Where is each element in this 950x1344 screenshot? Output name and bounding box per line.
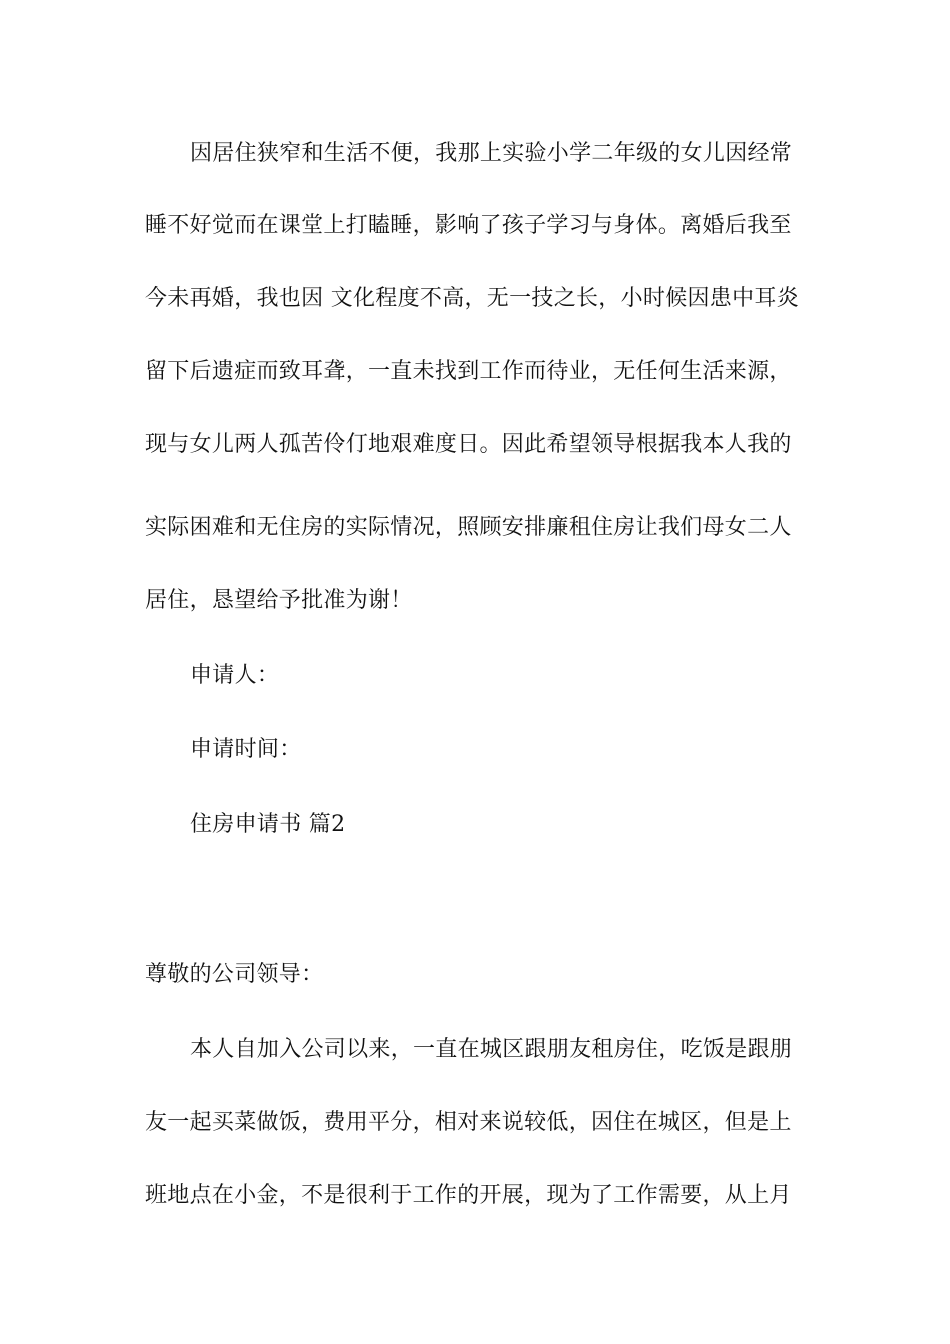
paragraph-1-line-1: 因居住狭窄和生活不便，我那上实验小学二年级的女儿因经常 (190, 141, 793, 166)
paragraph-1-line-2: 睡不好觉而在课堂上打瞌睡，影响了孩子学习与身体。离婚后我至 (145, 213, 792, 238)
application-date-label: 申请时间： (190, 737, 302, 762)
paragraph-1-line-3: 今未再婚，我也因 文化程度不高，无一技之长，小时候因患中耳炎 (145, 286, 799, 311)
paragraph-2-line-3: 班地点在小金，不是很利于工作的开展，现为了工作需要，从上月 (145, 1183, 792, 1208)
paragraph-2-line-2: 友一起买菜做饭，费用平分，相对来说较低，因住在城区，但是上 (145, 1110, 792, 1135)
applicant-label: 申请人： (190, 663, 280, 688)
salutation: 尊敬的公司领导： (145, 962, 324, 987)
paragraph-1-line-6: 实际困难和无住房的实际情况，照顾安排廉租住房让我们母女二人 (145, 515, 792, 540)
section-title: 住房申请书 篇2 (190, 812, 346, 837)
paragraph-1-line-4: 留下后遗症而致耳聋，一直未找到工作而待业，无任何生活来源， (145, 359, 792, 384)
paragraph-2-line-1: 本人自加入公司以来，一直在城区跟朋友租房住，吃饭是跟朋 (190, 1037, 793, 1062)
paragraph-1-line-7: 居住，恳望给予批准为谢！ (145, 588, 413, 613)
paragraph-1-line-5: 现与女儿两人孤苦伶仃地艰难度日。因此希望领导根据我本人我的 (145, 432, 792, 457)
